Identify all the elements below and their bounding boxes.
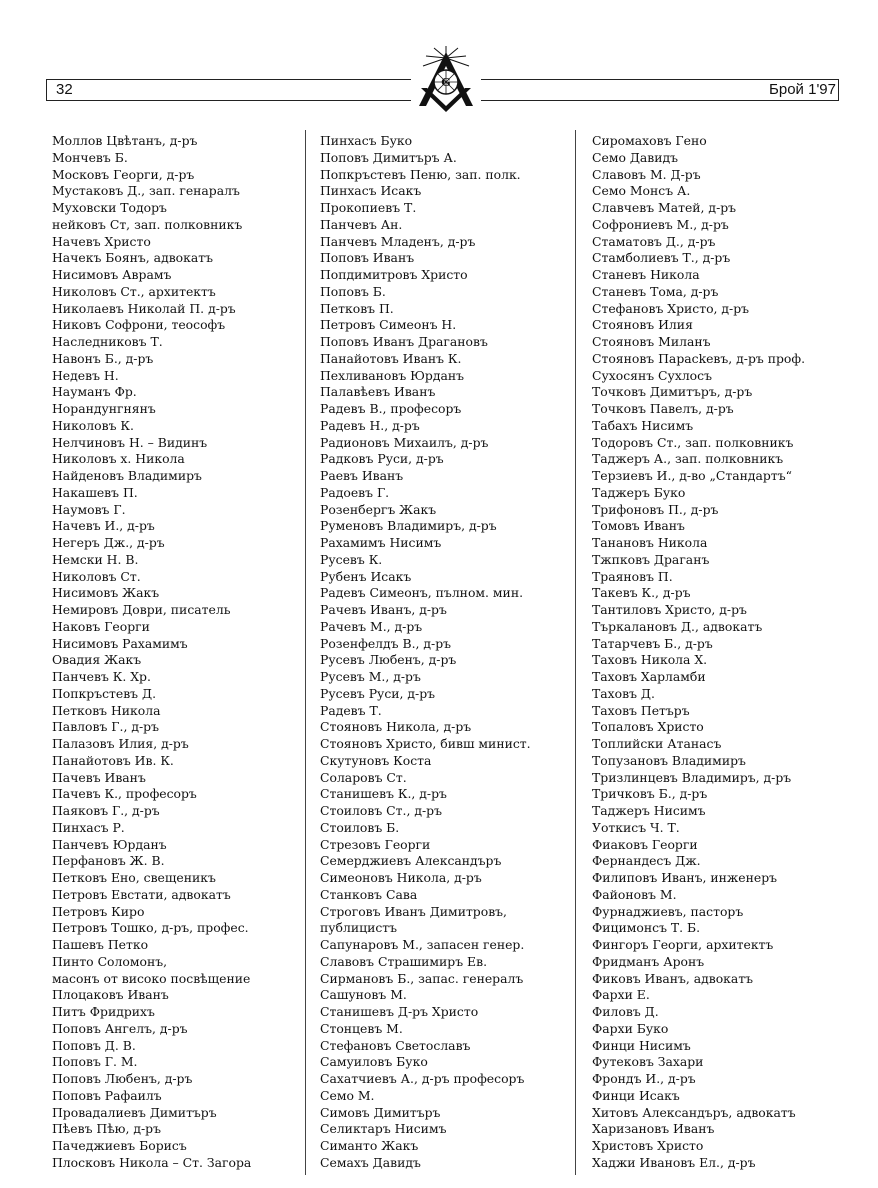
list-item: Фиковъ Иванъ, адвокатъ bbox=[592, 970, 754, 986]
list-item: Поповъ Г. М. bbox=[52, 1054, 138, 1070]
list-item: Негеръ Дж., д-ръ bbox=[52, 535, 165, 550]
list-item: Симеоновъ Никола, д-ръ bbox=[320, 870, 482, 885]
list-item: Пачевъ К., професоръ bbox=[52, 786, 197, 802]
list-item: Немски Н. В. bbox=[52, 551, 139, 567]
list-item: Стояновъ Илия bbox=[592, 317, 693, 333]
list-item: Стоиловъ Ст., д-ръ bbox=[320, 803, 442, 818]
list-item: Симовъ Димитъръ bbox=[320, 1104, 441, 1120]
list-item: Рахамимъ Нисимъ bbox=[320, 535, 442, 550]
list-item: Търкалановъ Д., адвокатъ bbox=[592, 618, 763, 634]
list-item: Танановъ Никола bbox=[592, 535, 708, 550]
list-item: Плоцаковъ Иванъ bbox=[52, 987, 169, 1003]
list-item: Радевъ Н., д-ръ bbox=[320, 417, 420, 433]
list-item: Поповъ Д. В. bbox=[52, 1037, 136, 1053]
list-item: Панчевъ Младенъ, д-ръ bbox=[320, 233, 476, 249]
list-item: Николовъ х. Никола bbox=[52, 451, 185, 467]
list-item: Топлийски Атанасъ bbox=[592, 736, 722, 751]
list-item: Розенбергъ Жакъ bbox=[320, 501, 437, 517]
list-item: Николовъ Ст. bbox=[52, 568, 141, 584]
list-item: Стефановъ Светославъ bbox=[320, 1037, 471, 1053]
list-item: Фрондъ И., д-ръ bbox=[592, 1071, 696, 1086]
list-item: Питъ Фридрихъ bbox=[52, 1004, 155, 1019]
list-item: Нелчиновъ Н. – Видинъ bbox=[52, 434, 208, 450]
list-item: Русевъ Любенъ, д-ръ bbox=[320, 652, 457, 668]
list-item: Начевъ Христо bbox=[52, 233, 151, 249]
list-item: Станишевъ Д-ръ Христо bbox=[320, 1004, 479, 1019]
list-item: Пинхасъ Исакъ bbox=[320, 183, 422, 199]
list-item: Пинхасъ Р. bbox=[52, 819, 125, 835]
list-item: Поповъ Рафаилъ bbox=[52, 1087, 162, 1103]
list-item: Раевъ Иванъ bbox=[320, 468, 404, 483]
list-item: Пашевъ Петко bbox=[52, 937, 149, 952]
list-item: Топаловъ Христо bbox=[592, 719, 704, 735]
list-item: Финци Нисимъ bbox=[592, 1037, 691, 1053]
list-item: Строговъ Иванъ Димитровъ, bbox=[320, 903, 507, 919]
list-item: Фурнаджиевъ, пасторъ bbox=[592, 903, 744, 919]
page-number: 32 bbox=[56, 81, 73, 98]
list-item: Тжпковъ Драганъ bbox=[592, 551, 710, 567]
list-item: Станишевъ К., д-ръ bbox=[320, 786, 447, 802]
list-item: Попдимитровъ Христо bbox=[320, 267, 468, 282]
list-item: Панчевъ Юрданъ bbox=[52, 836, 167, 852]
list-item: Стонцевъ М. bbox=[320, 1020, 403, 1036]
list-item: Поповъ Иванъ Драгановъ bbox=[320, 334, 488, 349]
list-item: Наковъ Георги bbox=[52, 618, 150, 634]
list-item: Филовъ Д. bbox=[592, 1004, 659, 1019]
list-item: Начевъ И., д-ръ bbox=[52, 518, 155, 534]
list-item: Русевъ М., д-ръ bbox=[320, 669, 421, 684]
list-item: Русевъ Руси, д-ръ bbox=[320, 685, 436, 701]
list-item: Славчевъ Матей, д-ръ bbox=[592, 200, 737, 215]
list-item: Панайотовъ Ив. К. bbox=[52, 752, 174, 768]
list-item: Стаматовъ Д., д-ръ bbox=[592, 233, 716, 249]
list-item: Петковъ П. bbox=[320, 300, 394, 316]
list-item: Филиповъ Иванъ, инженеръ bbox=[592, 870, 778, 885]
masonic-square-compass-icon bbox=[411, 44, 481, 114]
list-item: Сахатчиевъ А., д-ръ професоръ bbox=[320, 1071, 525, 1086]
list-item: Недевъ Н. bbox=[52, 367, 119, 383]
name-column-3 bbox=[592, 133, 857, 1172]
list-item: Панайотовъ Иванъ К. bbox=[320, 350, 462, 366]
list-item: Станевъ Никола bbox=[592, 267, 700, 282]
list-item: Петровъ Тошко, д-ръ, профес. bbox=[52, 920, 249, 936]
svg-text:G: G bbox=[441, 76, 451, 89]
list-item: Стрезовъ Георги bbox=[320, 836, 431, 852]
list-item: Радковъ Руси, д-ръ bbox=[320, 451, 444, 467]
list-item: Николовъ Ст., архитектъ bbox=[52, 283, 216, 299]
list-item: Тричковъ Б., д-ръ bbox=[592, 786, 708, 802]
list-item: публицистъ bbox=[320, 920, 398, 936]
list-item: Павловъ Г., д-ръ bbox=[52, 719, 159, 735]
list-item: Сиромаховъ Гено bbox=[592, 133, 707, 148]
list-item: Радевъ Т. bbox=[320, 702, 382, 718]
list-item: Такевъ К., д-ръ bbox=[592, 585, 691, 601]
list-item: Петровъ Симеонъ Н. bbox=[320, 317, 457, 333]
list-item: Петровъ Киро bbox=[52, 903, 145, 919]
list-item: Станевъ Тома, д-ръ bbox=[592, 283, 719, 299]
list-item: Футековъ Захари bbox=[592, 1054, 704, 1070]
list-item: Самуиловъ Буко bbox=[320, 1054, 428, 1070]
list-item: Фицимонсъ Т. Б. bbox=[592, 920, 701, 936]
list-item: Таховъ Харламби bbox=[592, 669, 706, 684]
list-item: Попкръстевъ Пеню, зап. полк. bbox=[320, 166, 521, 182]
list-item: Петковъ Никола bbox=[52, 702, 161, 718]
list-item: Николаевъ Николай П. д-ръ bbox=[52, 300, 236, 316]
list-item: Томовъ Иванъ bbox=[592, 518, 685, 534]
list-item: Табахъ Нисимъ bbox=[592, 417, 694, 433]
list-item: Попкръстевъ Д. bbox=[52, 685, 157, 701]
list-item: Паяковъ Г., д-ръ bbox=[52, 803, 160, 818]
list-item: Фархи Е. bbox=[592, 987, 650, 1003]
list-item: Фиаковъ Георги bbox=[592, 836, 698, 852]
list-item: Радоевъ Г. bbox=[320, 484, 390, 500]
list-item: Фингоръ Георги, архитектъ bbox=[592, 937, 774, 952]
list-item: Норандунгнянъ bbox=[52, 401, 156, 416]
list-item: Стояновъ Парасkевъ, д-ръ проф. bbox=[592, 350, 806, 366]
list-item: Терзиевъ И., д-во „Стандартъ“ bbox=[592, 468, 792, 483]
list-item: Соларовъ Ст. bbox=[320, 769, 407, 785]
list-item: Московъ Георги, д-ръ bbox=[52, 166, 195, 182]
list-item: Селиктаръ Нисимъ bbox=[320, 1121, 447, 1137]
list-item: Хаджи Ивановъ Ел., д-ръ bbox=[592, 1154, 756, 1170]
list-item: Радионовъ Михаилъ, д-ръ bbox=[320, 434, 489, 450]
list-item: Топузановъ Владимиръ bbox=[592, 752, 746, 768]
list-item: Сапунаровъ М., запасен генер. bbox=[320, 937, 525, 952]
list-item: Пѣевъ Пѣю, д-ръ bbox=[52, 1121, 161, 1137]
list-item: Навонъ Б., д-ръ bbox=[52, 350, 154, 366]
list-item: Науманъ Фр. bbox=[52, 384, 137, 400]
list-item: Муховски Тодоръ bbox=[52, 200, 167, 215]
list-item: Овадия Жакъ bbox=[52, 652, 142, 668]
list-item: Скутуновъ Коста bbox=[320, 752, 432, 768]
list-item: Семо Давидъ bbox=[592, 149, 679, 165]
list-item: Радевъ Симеонъ, пълном. мин. bbox=[320, 585, 524, 601]
list-item: Поповъ Любенъ, д-ръ bbox=[52, 1071, 193, 1086]
list-item: Наследниковъ Т. bbox=[52, 334, 163, 349]
list-item: Русевъ К. bbox=[320, 551, 383, 567]
list-item: Провадалиевъ Димитъръ bbox=[52, 1104, 217, 1120]
list-item: Харизановъ Иванъ bbox=[592, 1121, 715, 1137]
list-item: Пачевъ Иванъ bbox=[52, 769, 146, 785]
list-item: Сашуновъ М. bbox=[320, 987, 407, 1003]
list-item: Таджеръ Нисимъ bbox=[592, 803, 706, 818]
list-item: Христовъ Христо bbox=[592, 1138, 704, 1153]
list-item: Перфановъ Ж. В. bbox=[52, 853, 165, 869]
list-item: Немировъ Доври, писатель bbox=[52, 602, 231, 617]
list-item: Руменовъ Владимиръ, д-ръ bbox=[320, 518, 497, 534]
list-item: Никовъ Софрони, теософъ bbox=[52, 317, 226, 333]
list-item: Пачеджиевъ Борисъ bbox=[52, 1138, 187, 1153]
list-item: Палазовъ Илия, д-ръ bbox=[52, 736, 189, 751]
list-item: Стояновъ Никола, д-ръ bbox=[320, 719, 472, 735]
list-item: Таджеръ А., зап. полковникъ bbox=[592, 451, 784, 467]
list-item: Начекъ Боянъ, адвокатъ bbox=[52, 250, 214, 266]
list-item: Плосковъ Никола – Ст. Загора bbox=[52, 1154, 252, 1170]
list-item: Таховъ Никола Х. bbox=[592, 652, 708, 668]
list-item: Нисимовъ Жакъ bbox=[52, 585, 160, 601]
list-item: нейковъ Ст, зап. полковникъ bbox=[52, 216, 243, 232]
list-item: Поповъ Иванъ bbox=[320, 250, 415, 266]
issue-label: Брой 1'97 bbox=[769, 81, 836, 98]
list-item: Петровъ Евстати, адвокатъ bbox=[52, 886, 231, 902]
list-item: Пинто Соломонъ, bbox=[52, 953, 168, 969]
list-item: Панчевъ К. Хр. bbox=[52, 669, 151, 684]
list-item: Моллов Цвѣтанъ, д-ръ bbox=[52, 133, 198, 148]
list-item: Фернандесъ Дж. bbox=[592, 853, 701, 869]
list-item: Таджеръ Буко bbox=[592, 484, 686, 500]
list-item: Славовъ Страшимиръ Ев. bbox=[320, 953, 488, 969]
list-item: Семерджиевъ Александъръ bbox=[320, 853, 502, 869]
list-item: Семахъ Давидъ bbox=[320, 1154, 421, 1170]
list-item: Точковъ Павелъ, д-ръ bbox=[592, 401, 734, 416]
list-item: Николовъ К. bbox=[52, 417, 134, 433]
list-item: Мустаковъ Д., зап. генаралъ bbox=[52, 183, 240, 199]
list-item: Палавѣевъ Иванъ bbox=[320, 384, 436, 400]
list-item: Наумовъ Г. bbox=[52, 501, 126, 517]
list-item: Стефановъ Христо, д-ръ bbox=[592, 300, 750, 316]
list-item: Стояновъ Миланъ bbox=[592, 334, 711, 349]
list-item: Фридманъ Аронъ bbox=[592, 953, 705, 969]
list-item: Стамболиевъ Т., д-ръ bbox=[592, 250, 731, 266]
list-item: Пинхасъ Буко bbox=[320, 133, 413, 148]
list-item: Поповъ Димитъръ А. bbox=[320, 149, 457, 165]
list-item: Сухосянъ Сухлосъ bbox=[592, 367, 712, 383]
list-item: Рачевъ Иванъ, д-ръ bbox=[320, 602, 447, 617]
list-item: Трифоновъ П., д-ръ bbox=[592, 501, 719, 517]
name-column-2 bbox=[320, 133, 585, 1172]
list-item: Софрониевъ М., д-ръ bbox=[592, 216, 729, 232]
list-item: Точковъ Димитъръ, д-ръ bbox=[592, 384, 753, 400]
list-item: Стоиловъ Б. bbox=[320, 819, 400, 835]
list-item: Траяновъ П. bbox=[592, 568, 673, 584]
list-item: Семо Монсъ А. bbox=[592, 183, 691, 199]
list-item: Симанто Жакъ bbox=[320, 1138, 419, 1153]
list-item: Тризлинцевъ Владимиръ, д-ръ bbox=[592, 769, 792, 785]
list-item: Уоткисъ Ч. Т. bbox=[592, 819, 680, 835]
list-item: Накашевъ П. bbox=[52, 484, 138, 500]
list-item: Поповъ Б. bbox=[320, 283, 386, 299]
list-item: Стояновъ Христо, бивш минист. bbox=[320, 736, 531, 751]
list-item: Хитовъ Александъръ, адвокатъ bbox=[592, 1104, 796, 1120]
list-item: Мончевъ Б. bbox=[52, 149, 128, 165]
list-item: Поповъ Ангелъ, д-ръ bbox=[52, 1020, 188, 1036]
list-item: Тодоровъ Ст., зап. полковникъ bbox=[592, 434, 794, 450]
list-item: Нисимовъ Рахамимъ bbox=[52, 635, 188, 651]
list-item: Сирмановъ Б., запас. генералъ bbox=[320, 970, 524, 986]
list-item: Таховъ Петъръ bbox=[592, 702, 690, 718]
list-item: Татарчевъ Б., д-ръ bbox=[592, 635, 713, 651]
list-item: Таховъ Д. bbox=[592, 685, 655, 701]
list-item: Нисимовъ Аврамъ bbox=[52, 267, 172, 282]
name-column-1 bbox=[52, 133, 317, 1172]
list-item: Розенфелдъ В., д-ръ bbox=[320, 635, 452, 651]
list-item: Файоновъ М. bbox=[592, 886, 677, 902]
list-item: Радевъ В., професоръ bbox=[320, 401, 462, 416]
list-item: Прокопиевъ Т. bbox=[320, 200, 417, 215]
list-item: Петковъ Ено, свещеникъ bbox=[52, 870, 216, 885]
list-item: Рачевъ М., д-ръ bbox=[320, 618, 423, 634]
list-item: Станковъ Сава bbox=[320, 886, 418, 902]
list-item: Найденовъ Владимиръ bbox=[52, 468, 202, 483]
list-item: Панчевъ Ан. bbox=[320, 216, 403, 232]
list-item: Пехливановъ Юрданъ bbox=[320, 367, 465, 383]
list-item: Фархи Буко bbox=[592, 1020, 669, 1036]
list-item: Финци Исакъ bbox=[592, 1087, 680, 1103]
list-item: Славовъ М. Д-ръ bbox=[592, 166, 701, 182]
list-item: Семо М. bbox=[320, 1087, 375, 1103]
list-item: Тантиловъ Христо, д-ръ bbox=[592, 602, 747, 617]
list-item: Рубенъ Исакъ bbox=[320, 568, 412, 584]
list-item: масонъ от високо посвѣщение bbox=[52, 970, 251, 986]
